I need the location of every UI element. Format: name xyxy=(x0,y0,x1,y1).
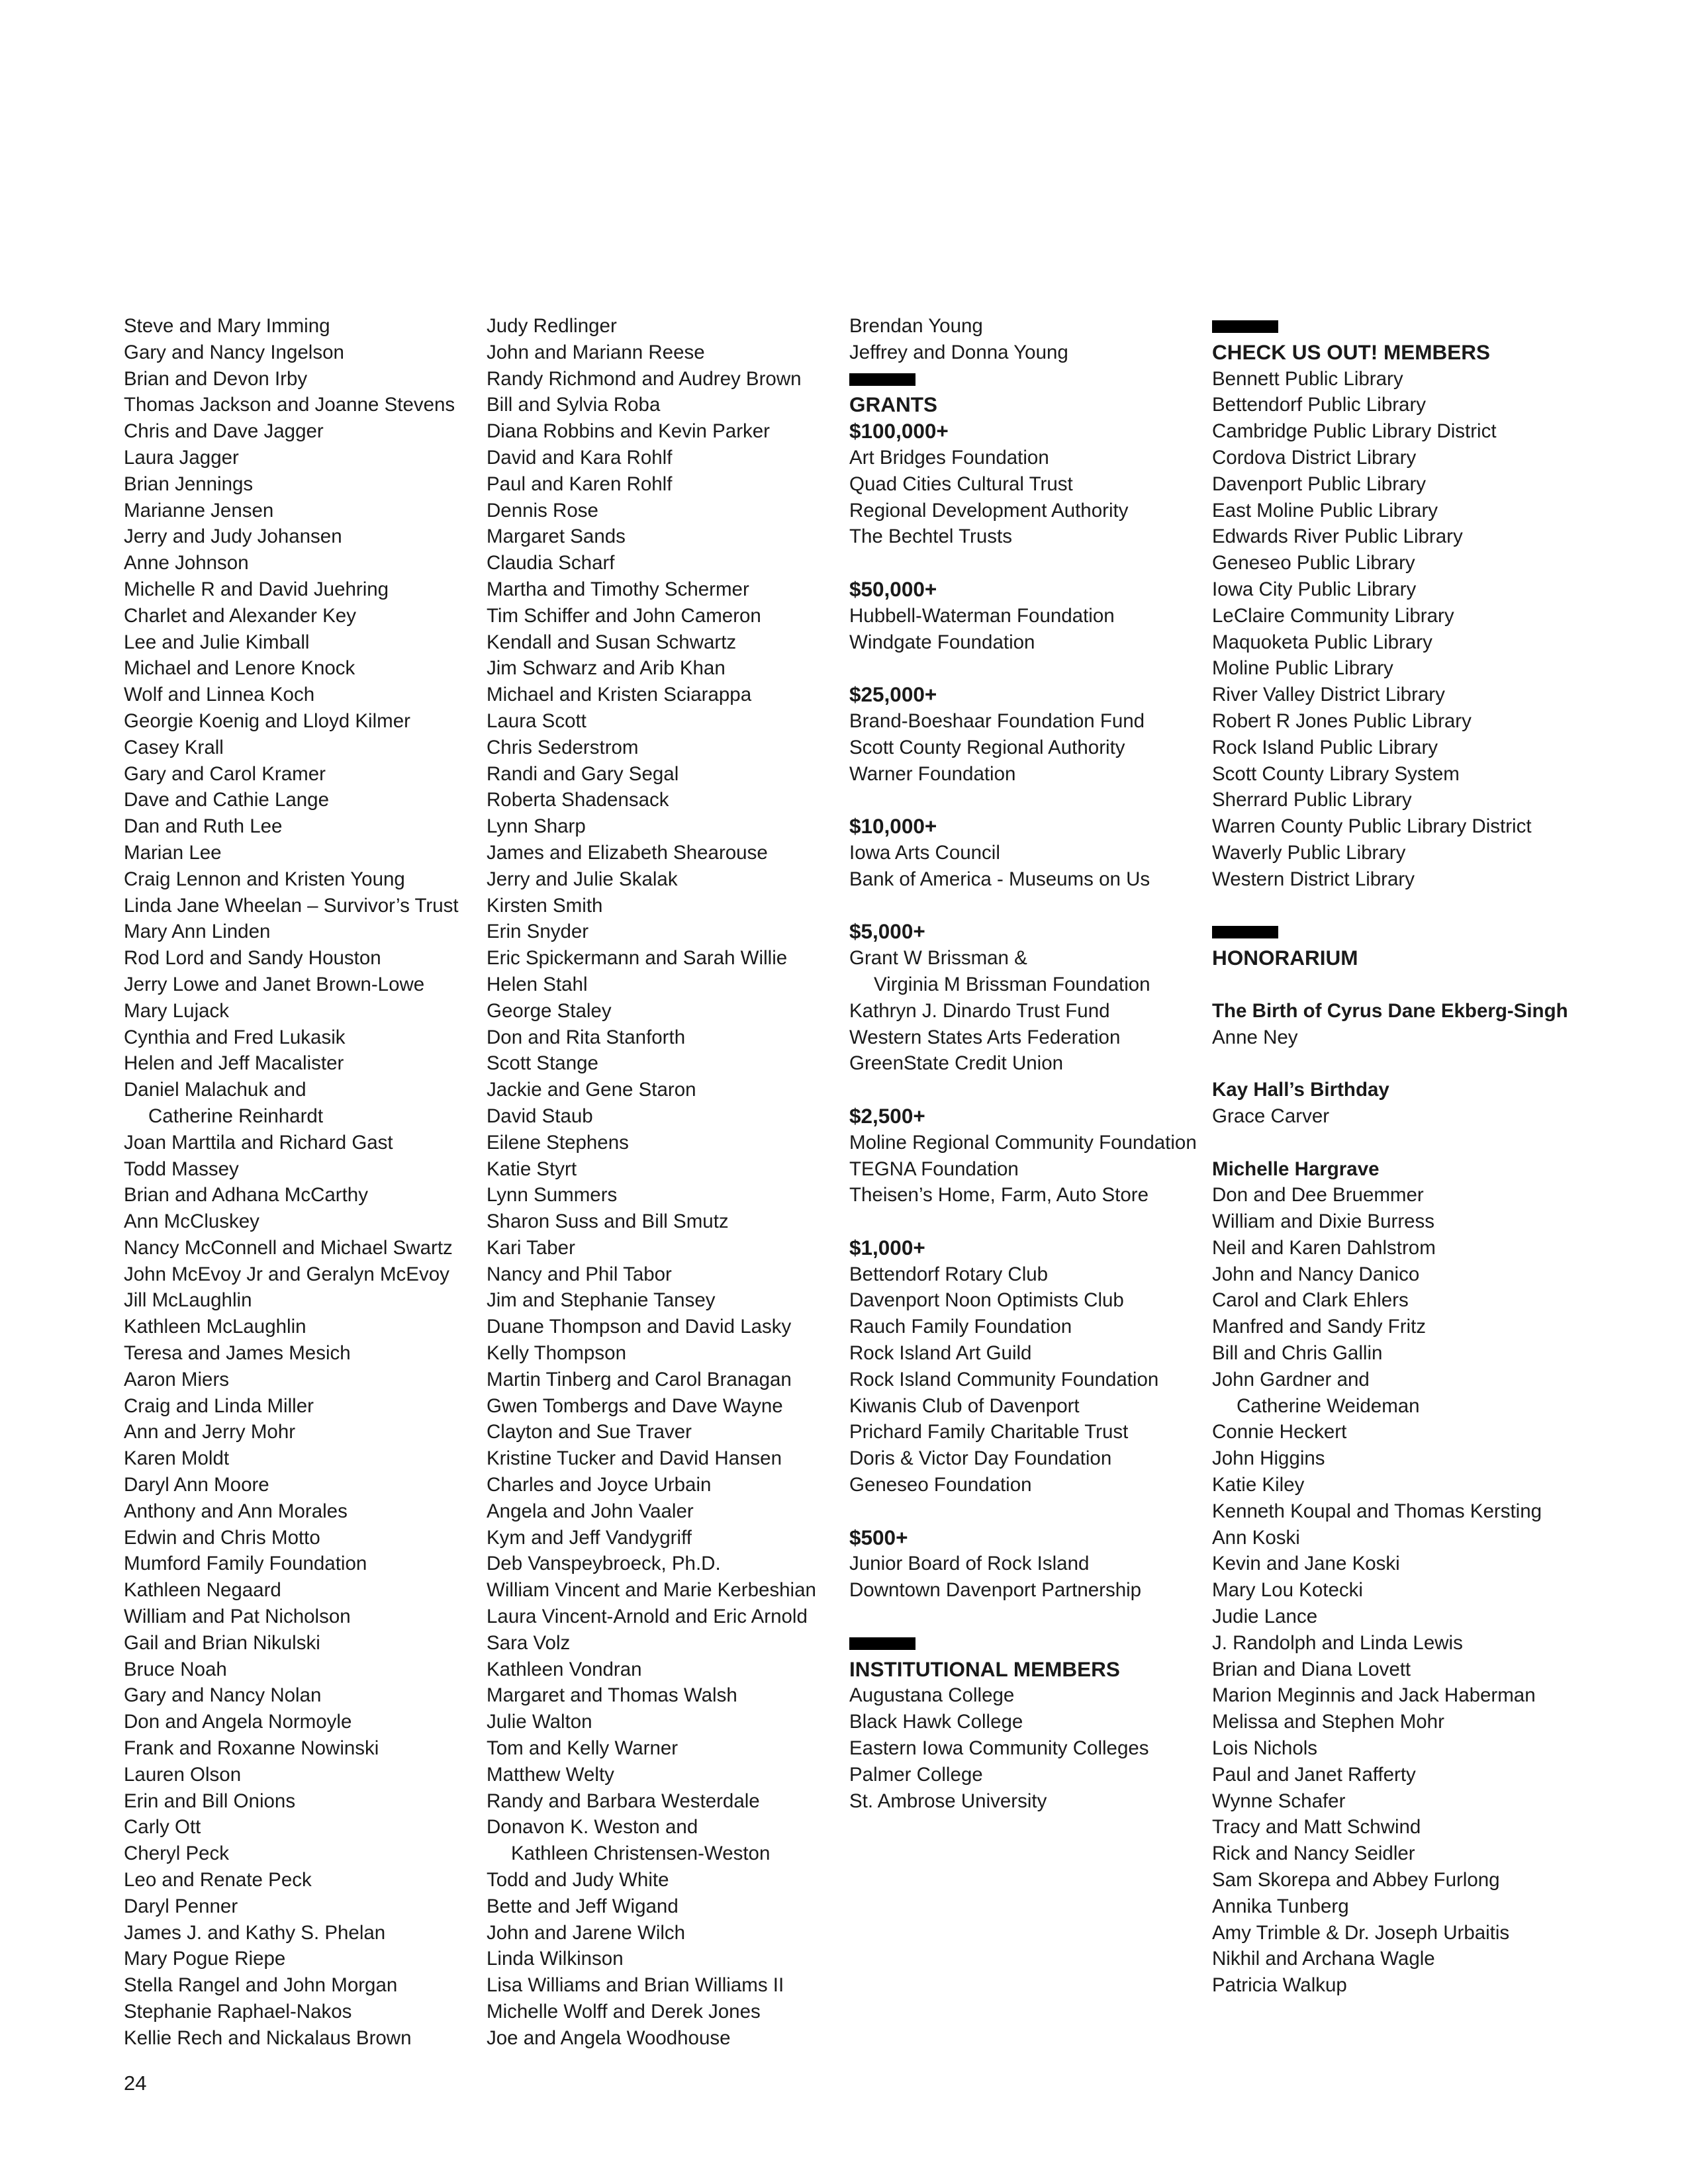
grantor-name: Geneseo Foundation xyxy=(849,1474,1032,1496)
honorarium-donor: Sam Skorepa and Abbey Furlong xyxy=(1212,1869,1500,1891)
donor-name: Karen Moldt xyxy=(124,1447,230,1470)
donor-name: Kym and Jeff Vandygriff xyxy=(487,1526,692,1549)
donor-name: Eric Spickermann and Sarah Willie xyxy=(487,947,788,970)
donor-name: Anthony and Ann Morales xyxy=(124,1500,348,1522)
donor-name: Jeffrey and Donna Young xyxy=(849,341,1068,363)
grantor-name: Hubbell-Waterman Foundation xyxy=(849,604,1115,627)
donor-name: Lisa Williams and Brian Williams II xyxy=(487,1974,784,1997)
library-name: East Moline Public Library xyxy=(1212,499,1438,522)
grant-tier-heading: $5,000+ xyxy=(849,919,925,944)
grants-heading: GRANTS xyxy=(849,392,937,417)
donor-name: Gary and Nancy Nolan xyxy=(124,1684,322,1707)
grant-tier-heading: $100,000+ xyxy=(849,419,949,443)
donor-name: Dan and Ruth Lee xyxy=(124,815,283,838)
donor-name: Mary Lujack xyxy=(124,999,230,1022)
donor-name: Carly Ott xyxy=(124,1816,201,1839)
institution-name: St. Ambrose University xyxy=(849,1790,1047,1812)
donor-name: Daniel Malachuk and xyxy=(124,1079,306,1101)
grantor-name: GreenState Credit Union xyxy=(849,1052,1064,1075)
donor-name: Claudia Scharf xyxy=(487,552,615,574)
donor-name: Paul and Karen Rohlf xyxy=(487,473,673,495)
donor-name: Chris Sederstrom xyxy=(487,736,639,758)
donor-name: Kathleen Negaard xyxy=(124,1579,281,1602)
donor-name: Lynn Sharp xyxy=(487,815,586,838)
donor-name: John and Mariann Reese xyxy=(487,341,705,363)
donor-name: Aaron Miers xyxy=(124,1368,230,1390)
library-name: Edwards River Public Library xyxy=(1212,525,1463,548)
honorarium-donor: Amy Trimble & Dr. Joseph Urbaitis xyxy=(1212,1921,1510,1944)
donor-name: Michael and Lenore Knock xyxy=(124,657,355,680)
honorarium-donor: Paul and Janet Rafferty xyxy=(1212,1763,1416,1786)
grantor-name: Virginia M Brissman Foundation xyxy=(874,973,1150,995)
check-us-out-heading: CHECK US OUT! MEMBERS xyxy=(1212,340,1491,364)
honorarium-donor: Kevin and Jane Koski xyxy=(1212,1553,1400,1575)
honorarium-donor: Kenneth Koupal and Thomas Kersting xyxy=(1212,1500,1542,1522)
grantor-name: TEGNA Foundation xyxy=(849,1158,1019,1180)
grantor-name: Bank of America - Museums on Us xyxy=(849,868,1150,890)
library-name: Cambridge Public Library District xyxy=(1212,420,1497,443)
donor-name: Ann McCluskey xyxy=(124,1210,259,1233)
honorarium-donor: Connie Heckert xyxy=(1212,1421,1347,1443)
donor-name: Kathleen Christensen-Weston xyxy=(511,1843,771,1865)
section-divider-bar xyxy=(1212,320,1278,333)
donor-column-1 xyxy=(124,313,481,2052)
donor-name: Cheryl Peck xyxy=(124,1843,230,1865)
grantor-name: Junior Board of Rock Island xyxy=(849,1553,1090,1575)
institution-name: Augustana College xyxy=(849,1684,1015,1707)
grantor-name: The Bechtel Trusts xyxy=(849,525,1012,548)
institution-name: Black Hawk College xyxy=(849,1711,1023,1733)
donor-name: Helen and Jeff Macalister xyxy=(124,1052,344,1075)
library-name: Scott County Library System xyxy=(1212,762,1460,785)
honorarium-donor: Ann Koski xyxy=(1212,1526,1300,1549)
donor-name: Edwin and Chris Motto xyxy=(124,1526,320,1549)
donor-name: David Staub xyxy=(487,1105,593,1127)
donor-name: Kari Taber xyxy=(487,1236,575,1259)
donor-name: Joan Marttila and Richard Gast xyxy=(124,1131,393,1154)
donor-name: John and Jarene Wilch xyxy=(487,1921,686,1944)
donor-name: Tim Schiffer and John Cameron xyxy=(487,604,761,627)
donor-name: Chris and Dave Jagger xyxy=(124,420,324,443)
honorarium-donor: Tracy and Matt Schwind xyxy=(1212,1816,1421,1839)
donor-name: Martin Tinberg and Carol Branagan xyxy=(487,1368,792,1390)
donor-name: Laura Scott xyxy=(487,709,586,732)
section-divider-bar xyxy=(849,373,915,386)
section-divider-bar xyxy=(849,1637,915,1650)
donor-name: George Staley xyxy=(487,999,612,1022)
library-name: Sherrard Public Library xyxy=(1212,789,1412,811)
donor-name: Anne Johnson xyxy=(124,552,249,574)
grant-tier-heading: $50,000+ xyxy=(849,576,937,601)
grant-tier-heading: $1,000+ xyxy=(849,1235,925,1259)
donor-name: Todd Massey xyxy=(124,1158,239,1180)
grantor-name: Moline Regional Community Foundation xyxy=(849,1131,1197,1154)
donor-name: Helen Stahl xyxy=(487,973,588,995)
donor-name: Teresa and James Mesich xyxy=(124,1342,351,1365)
donor-name: Martha and Timothy Schermer xyxy=(487,578,749,600)
grantor-name: Doris & Victor Day Foundation xyxy=(849,1447,1112,1470)
grantor-name: Grant W Brissman & xyxy=(849,947,1027,970)
donor-name: Cynthia and Fred Lukasik xyxy=(124,1026,346,1048)
honorarium-donor: John and Nancy Danico xyxy=(1212,1263,1420,1285)
donor-name: Mumford Family Foundation xyxy=(124,1553,367,1575)
grant-tier-heading: $10,000+ xyxy=(849,814,937,839)
donor-name: Lynn Summers xyxy=(487,1184,618,1206)
donor-name: Gary and Nancy Ingelson xyxy=(124,341,344,363)
donor-name: Margaret Sands xyxy=(487,525,626,548)
grant-tier-heading: $500+ xyxy=(849,1525,908,1549)
library-name: Cordova District Library xyxy=(1212,446,1417,469)
grantor-name: Brand-Boeshaar Foundation Fund xyxy=(849,709,1145,732)
donor-name: Julie Walton xyxy=(487,1711,592,1733)
donor-name: Laura Vincent-Arnold and Eric Arnold xyxy=(487,1606,808,1628)
donor-name: Gail and Brian Nikulski xyxy=(124,1631,320,1654)
library-name: Maquoketa Public Library xyxy=(1212,631,1432,653)
donor-name: Duane Thompson and David Lasky xyxy=(487,1316,792,1338)
library-name: Waverly Public Library xyxy=(1212,841,1406,864)
grant-tier-heading: $2,500+ xyxy=(849,1103,925,1128)
grants-column xyxy=(849,313,1207,1814)
grantor-name: Scott County Regional Authority xyxy=(849,736,1125,758)
donor-name: David and Kara Rohlf xyxy=(487,446,673,469)
donor-name: Roberta Shadensack xyxy=(487,789,669,811)
donor-name: Kellie Rech and Nickalaus Brown xyxy=(124,2026,412,2049)
donor-name: Catherine Reinhardt xyxy=(148,1105,324,1127)
donor-name: Daryl Penner xyxy=(124,1895,238,1917)
donor-name: Michelle Wolff and Derek Jones xyxy=(487,2001,761,2023)
institutional-members-heading: INSTITUTIONAL MEMBERS xyxy=(849,1657,1120,1681)
donor-name: John McEvoy Jr and Geralyn McEvoy xyxy=(124,1263,449,1285)
donor-name: Erin and Bill Onions xyxy=(124,1790,296,1812)
honor-title-michelle: Michelle Hargrave xyxy=(1212,1158,1380,1180)
donor-name: Jerry Lowe and Janet Brown-Lowe xyxy=(124,973,425,995)
library-name: Bettendorf Public Library xyxy=(1212,394,1427,416)
grantor-name: Regional Development Authority xyxy=(849,499,1129,522)
donor-name: Ann and Jerry Mohr xyxy=(124,1421,296,1443)
donor-name: Kathleen Vondran xyxy=(487,1658,642,1680)
grantor-name: Davenport Noon Optimists Club xyxy=(849,1289,1124,1312)
grantor-name: Rock Island Art Guild xyxy=(849,1342,1032,1365)
library-name: Robert R Jones Public Library xyxy=(1212,709,1472,732)
donor-name: Lee and Julie Kimball xyxy=(124,631,310,653)
honorarium-donor: Annika Tunberg xyxy=(1212,1895,1349,1917)
donor-name: Nancy and Phil Tabor xyxy=(487,1263,672,1285)
donor-name: Diana Robbins and Kevin Parker xyxy=(487,420,770,443)
grantor-name: Western States Arts Federation xyxy=(849,1026,1121,1048)
grantor-name: Warner Foundation xyxy=(849,762,1016,785)
donor-name: Daryl Ann Moore xyxy=(124,1474,269,1496)
donor-name: Linda Jane Wheelan – Survivor’s Trust xyxy=(124,894,459,917)
grantor-name: Bettendorf Rotary Club xyxy=(849,1263,1049,1285)
donor-name: Tom and Kelly Warner xyxy=(487,1737,679,1760)
donor-name: Michael and Kristen Sciarappa xyxy=(487,684,752,706)
institution-name: Eastern Iowa Community Colleges xyxy=(849,1737,1149,1760)
grantor-name: Quad Cities Cultural Trust xyxy=(849,473,1073,495)
donor-name: Lauren Olson xyxy=(124,1763,242,1786)
library-name: Iowa City Public Library xyxy=(1212,578,1417,600)
donor-name: Sara Volz xyxy=(487,1631,571,1654)
donor-name: William Vincent and Marie Kerbeshian xyxy=(487,1579,816,1602)
grantor-name: Rauch Family Foundation xyxy=(849,1316,1072,1338)
honorarium-heading: HONORARIUM xyxy=(1212,946,1358,970)
donor-name: Randy Richmond and Audrey Brown xyxy=(487,367,802,390)
grantor-name: Downtown Davenport Partnership xyxy=(849,1579,1142,1602)
donor-name: James and Elizabeth Shearouse xyxy=(487,841,768,864)
page-number: 24 xyxy=(124,2071,147,2095)
donor-name: Jim and Stephanie Tansey xyxy=(487,1289,716,1312)
donor-name: Angela and John Vaaler xyxy=(487,1500,694,1522)
donor-name: Scott Stange xyxy=(487,1052,598,1075)
library-name: LeClaire Community Library xyxy=(1212,604,1454,627)
donor-name: Kristine Tucker and David Hansen xyxy=(487,1447,782,1470)
donor-name: Bette and Jeff Wigand xyxy=(487,1895,679,1917)
honorarium-donor: William and Dixie Burress xyxy=(1212,1210,1435,1233)
donor-name: Linda Wilkinson xyxy=(487,1948,624,1970)
grantor-name: Iowa Arts Council xyxy=(849,841,1000,864)
grantor-name: Rock Island Community Foundation xyxy=(849,1368,1159,1390)
honorarium-donor: Nikhil and Archana Wagle xyxy=(1212,1948,1435,1970)
donor-name: Margaret and Thomas Walsh xyxy=(487,1684,737,1707)
library-name: Bennett Public Library xyxy=(1212,367,1403,390)
honorarium-donor: Carol and Clark Ehlers xyxy=(1212,1289,1409,1312)
grantor-name: Kiwanis Club of Davenport xyxy=(849,1394,1080,1417)
library-name: Warren County Public Library District xyxy=(1212,815,1532,838)
honorarium-donor: Marion Meginnis and Jack Haberman xyxy=(1212,1684,1536,1707)
donor-name: Brian and Devon Irby xyxy=(124,367,308,390)
donor-name: Nancy McConnell and Michael Swartz xyxy=(124,1236,453,1259)
donor-name: Jackie and Gene Staron xyxy=(487,1079,696,1101)
donor-name: James J. and Kathy S. Phelan xyxy=(124,1921,386,1944)
donor-name: Don and Rita Stanforth xyxy=(487,1026,686,1048)
donor-name: Michelle R and David Juehring xyxy=(124,578,389,600)
donor-name: Kendall and Susan Schwartz xyxy=(487,631,737,653)
library-name: Davenport Public Library xyxy=(1212,473,1427,495)
grantor-name: Kathryn J. Dinardo Trust Fund xyxy=(849,999,1110,1022)
honorarium-donor: Wynne Schafer xyxy=(1212,1790,1346,1812)
donor-name: Todd and Judy White xyxy=(487,1869,669,1891)
honorarium-donor: Catherine Weideman xyxy=(1237,1394,1420,1417)
donor-name: Randi and Gary Segal xyxy=(487,762,679,785)
grantor-name: Windgate Foundation xyxy=(849,631,1035,653)
honorarium-donor: John Gardner and xyxy=(1212,1368,1370,1390)
donor-name: Gwen Tombergs and Dave Wayne xyxy=(487,1394,783,1417)
honorarium-donor: Melissa and Stephen Mohr xyxy=(1212,1711,1444,1733)
donor-column-2 xyxy=(487,313,844,2052)
honor-title-kay: Kay Hall’s Birthday xyxy=(1212,1079,1389,1101)
donor-name: Jill McLaughlin xyxy=(124,1289,252,1312)
honorarium-donor: Manfred and Sandy Fritz xyxy=(1212,1316,1427,1338)
donor-name: Kirsten Smith xyxy=(487,894,603,917)
grantor-name: Prichard Family Charitable Trust xyxy=(849,1421,1129,1443)
honorarium-donor: Anne Ney xyxy=(1212,1026,1298,1048)
donor-name: Joe and Angela Woodhouse xyxy=(487,2026,731,2049)
donor-name: Steve and Mary Imming xyxy=(124,315,330,337)
donor-name: Charlet and Alexander Key xyxy=(124,604,356,627)
donor-name: William and Pat Nicholson xyxy=(124,1606,351,1628)
donor-name: Brendan Young xyxy=(849,315,983,337)
members-column xyxy=(1212,313,1570,1999)
donor-name: Charles and Joyce Urbain xyxy=(487,1474,712,1496)
donor-name: Deb Vanspeybroeck, Ph.D. xyxy=(487,1553,721,1575)
donor-name: Jim Schwarz and Arib Khan xyxy=(487,657,726,680)
honorarium-donor: Brian and Diana Lovett xyxy=(1212,1658,1411,1680)
donor-name: Mary Pogue Riepe xyxy=(124,1948,286,1970)
donor-name: Clayton and Sue Traver xyxy=(487,1421,692,1443)
donor-name: Craig and Linda Miller xyxy=(124,1394,314,1417)
library-name: Geneseo Public Library xyxy=(1212,552,1415,574)
honorarium-donor: Rick and Nancy Seidler xyxy=(1212,1843,1415,1865)
donor-name: Wolf and Linnea Koch xyxy=(124,684,315,706)
donor-name: Katie Styrt xyxy=(487,1158,577,1180)
donor-name: Bill and Sylvia Roba xyxy=(487,394,661,416)
donor-name: Jerry and Julie Skalak xyxy=(487,868,678,890)
donor-name: Thomas Jackson and Joanne Stevens xyxy=(124,394,455,416)
honorarium-donor: Judie Lance xyxy=(1212,1606,1318,1628)
library-name: Moline Public Library xyxy=(1212,657,1393,680)
honorarium-donor: Don and Dee Bruemmer xyxy=(1212,1184,1424,1206)
grantor-name: Theisen’s Home, Farm, Auto Store xyxy=(849,1184,1149,1206)
donor-name: Jerry and Judy Johansen xyxy=(124,525,342,548)
donor-name: Kelly Thompson xyxy=(487,1342,626,1365)
donor-name: Sharon Suss and Bill Smutz xyxy=(487,1210,729,1233)
donor-name: Gary and Carol Kramer xyxy=(124,762,326,785)
honorarium-donor: Bill and Chris Gallin xyxy=(1212,1342,1383,1365)
donor-name: Erin Snyder xyxy=(487,921,589,943)
honorarium-donor: Katie Kiley xyxy=(1212,1474,1305,1496)
honorarium-donor: Lois Nichols xyxy=(1212,1737,1318,1760)
honorarium-donor: Patricia Walkup xyxy=(1212,1974,1347,1997)
donor-name: Brian Jennings xyxy=(124,473,254,495)
honorarium-donor: Grace Carver xyxy=(1212,1105,1330,1127)
donor-name: Frank and Roxanne Nowinski xyxy=(124,1737,379,1760)
section-divider-bar xyxy=(1212,926,1278,938)
honorarium-donor: J. Randolph and Linda Lewis xyxy=(1212,1631,1463,1654)
donor-name: Rod Lord and Sandy Houston xyxy=(124,947,381,970)
donor-name: Don and Angela Normoyle xyxy=(124,1711,352,1733)
donor-name: Donavon K. Weston and xyxy=(487,1816,698,1839)
honorarium-donor: John Higgins xyxy=(1212,1447,1325,1470)
donor-name: Leo and Renate Peck xyxy=(124,1869,312,1891)
donor-name: Dave and Cathie Lange xyxy=(124,789,329,811)
honorarium-donor: Mary Lou Kotecki xyxy=(1212,1579,1363,1602)
grantor-name: Art Bridges Foundation xyxy=(849,446,1049,469)
donor-name: Laura Jagger xyxy=(124,446,239,469)
donor-name: Stella Rangel and John Morgan xyxy=(124,1974,398,1997)
donor-name: Randy and Barbara Westerdale xyxy=(487,1790,760,1812)
honorarium-donor: Neil and Karen Dahlstrom xyxy=(1212,1236,1436,1259)
donor-name: Judy Redlinger xyxy=(487,315,617,337)
donor-name: Eilene Stephens xyxy=(487,1131,629,1154)
donor-name: Dennis Rose xyxy=(487,499,598,522)
donor-name: Casey Krall xyxy=(124,736,224,758)
grant-tier-heading: $25,000+ xyxy=(849,682,937,707)
donor-name: Stephanie Raphael-Nakos xyxy=(124,2001,352,2023)
donor-name: Georgie Koenig and Lloyd Kilmer xyxy=(124,709,410,732)
institution-name: Palmer College xyxy=(849,1763,983,1786)
donor-name: Bruce Noah xyxy=(124,1658,227,1680)
library-name: Western District Library xyxy=(1212,868,1415,890)
donor-name: Kathleen McLaughlin xyxy=(124,1316,306,1338)
library-name: River Valley District Library xyxy=(1212,684,1445,706)
donor-name: Mary Ann Linden xyxy=(124,921,271,943)
donor-name: Brian and Adhana McCarthy xyxy=(124,1184,368,1206)
donor-name: Craig Lennon and Kristen Young xyxy=(124,868,405,890)
donor-name: Marian Lee xyxy=(124,841,222,864)
honor-title-cyrus: The Birth of Cyrus Dane Ekberg-Singh xyxy=(1212,999,1568,1022)
donor-name: Marianne Jensen xyxy=(124,499,274,522)
donor-name: Matthew Welty xyxy=(487,1763,614,1786)
library-name: Rock Island Public Library xyxy=(1212,736,1438,758)
